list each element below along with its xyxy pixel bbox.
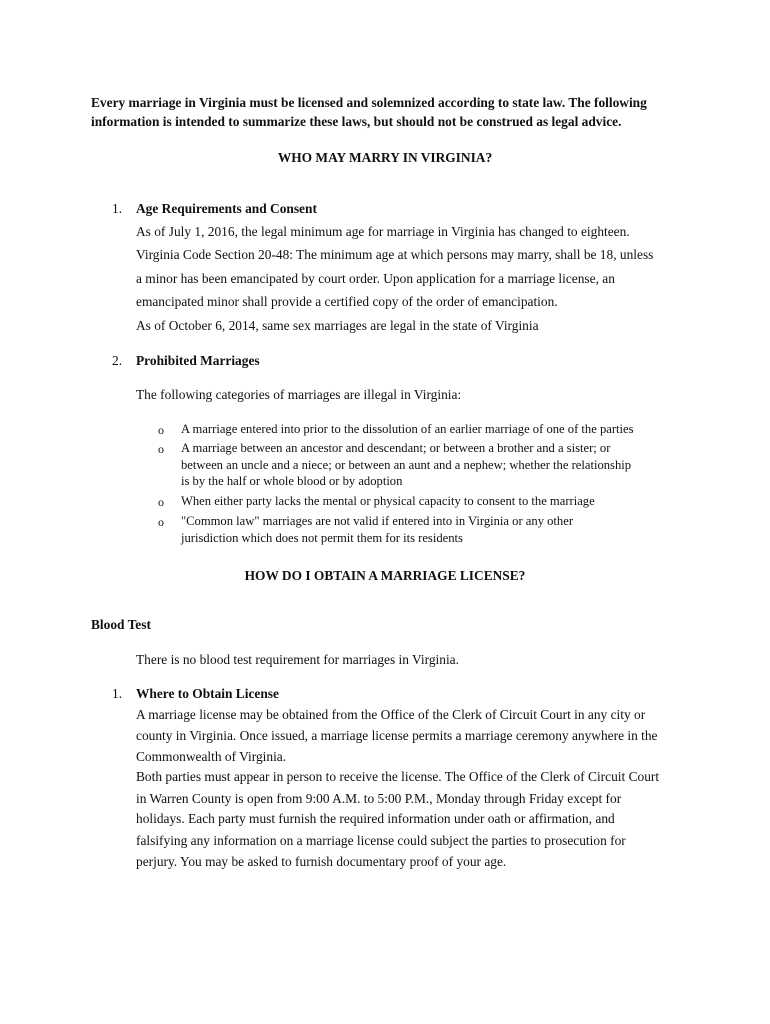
section-heading-obtain-license: HOW DO I OBTAIN A MARRIAGE LICENSE? xyxy=(244,568,526,583)
body-line: The following categories of marriages are illegal in Virginia: xyxy=(136,387,462,402)
body-line: As of July 1, 2016, the legal minimum age for marriage in Virginia has changed to eighteen. xyxy=(136,224,630,239)
body-line: in Warren County is open from 9:00 A.M. to 5:00 P.M., Monday through Friday except for xyxy=(136,791,622,806)
list-item-line: jurisdiction which does not permit them for its residents xyxy=(181,530,463,545)
list-item-line: between an uncle and a niece; or between an aunt and a nephew; whether the relationship xyxy=(181,457,632,472)
bullet-marker: o xyxy=(158,515,164,529)
body-line: county in Virginia. Once issued, a marriage license permits a marriage ceremony anywhere in the xyxy=(136,728,658,743)
list-item-line: When either party lacks the mental or physical capacity to consent to the marriage xyxy=(181,494,595,508)
body-line: There is no blood test requirement for marriages in Virginia. xyxy=(136,652,459,667)
list-item-line: A marriage entered into prior to the dissolution of an earlier marriage of one of the parties xyxy=(181,422,634,436)
list-number: 2. xyxy=(112,353,123,368)
bullet-marker: o xyxy=(158,423,164,437)
body-line: Virginia Code Section 20-48: The minimum age at which persons may marry, shall be 18, unless xyxy=(136,247,654,262)
subheading-blood-test: Blood Test xyxy=(91,617,151,632)
intro-paragraph xyxy=(91,93,691,131)
list-item xyxy=(181,493,595,510)
bullet-marker: o xyxy=(158,495,164,509)
list-item-line: "Common law" marriages are not valid if entered into in Virginia or any other xyxy=(181,514,574,528)
list-item xyxy=(181,421,634,438)
subheading-age-requirements: Age Requirements and Consent xyxy=(136,201,317,216)
subheading-prohibited-marriages: Prohibited Marriages xyxy=(136,353,260,368)
body-line: perjury. You may be asked to furnish documentary proof of your age. xyxy=(136,854,507,869)
intro-line-2: information is intended to summarize these laws, but should not be construed as legal advice. xyxy=(91,114,622,129)
list-item xyxy=(181,440,631,490)
list-item xyxy=(181,513,573,546)
body-line: Commonwealth of Virginia. xyxy=(136,749,287,764)
intro-line-1: Every marriage in Virginia must be licensed and solemnized according to state law. The following xyxy=(91,95,647,110)
body-line: emancipated minor shall provide a certified copy of the order of emancipation. xyxy=(136,294,558,309)
list-number: 1. xyxy=(112,686,123,701)
body-line: A marriage license may be obtained from the Office of the Clerk of Circuit Court in any city or xyxy=(136,707,646,722)
subheading-where-to-obtain: Where to Obtain License xyxy=(136,686,279,701)
body-line: holidays. Each party must furnish the required information under oath or affirmation, and xyxy=(136,811,615,826)
body-line: As of October 6, 2014, same sex marriages are legal in the state of Virginia xyxy=(136,318,539,333)
list-item-line: is by the half or whole blood or by adoption xyxy=(181,474,403,488)
body-line: Both parties must appear in person to receive the license. The Office of the Clerk of Circuit Court xyxy=(136,769,660,784)
section-heading-who-may-marry: WHO MAY MARRY IN VIRGINIA? xyxy=(277,150,493,165)
list-item-line: A marriage between an ancestor and descendant; or between a brother and a sister; or xyxy=(181,441,611,455)
body-line: a minor has been emancipated by court order. Upon application for a marriage license, an xyxy=(136,271,615,286)
list-number: 1. xyxy=(112,201,123,216)
bullet-marker: o xyxy=(158,442,164,456)
body-line: falsifying any information on a marriage license could subject the parties to prosecution for xyxy=(136,833,626,848)
